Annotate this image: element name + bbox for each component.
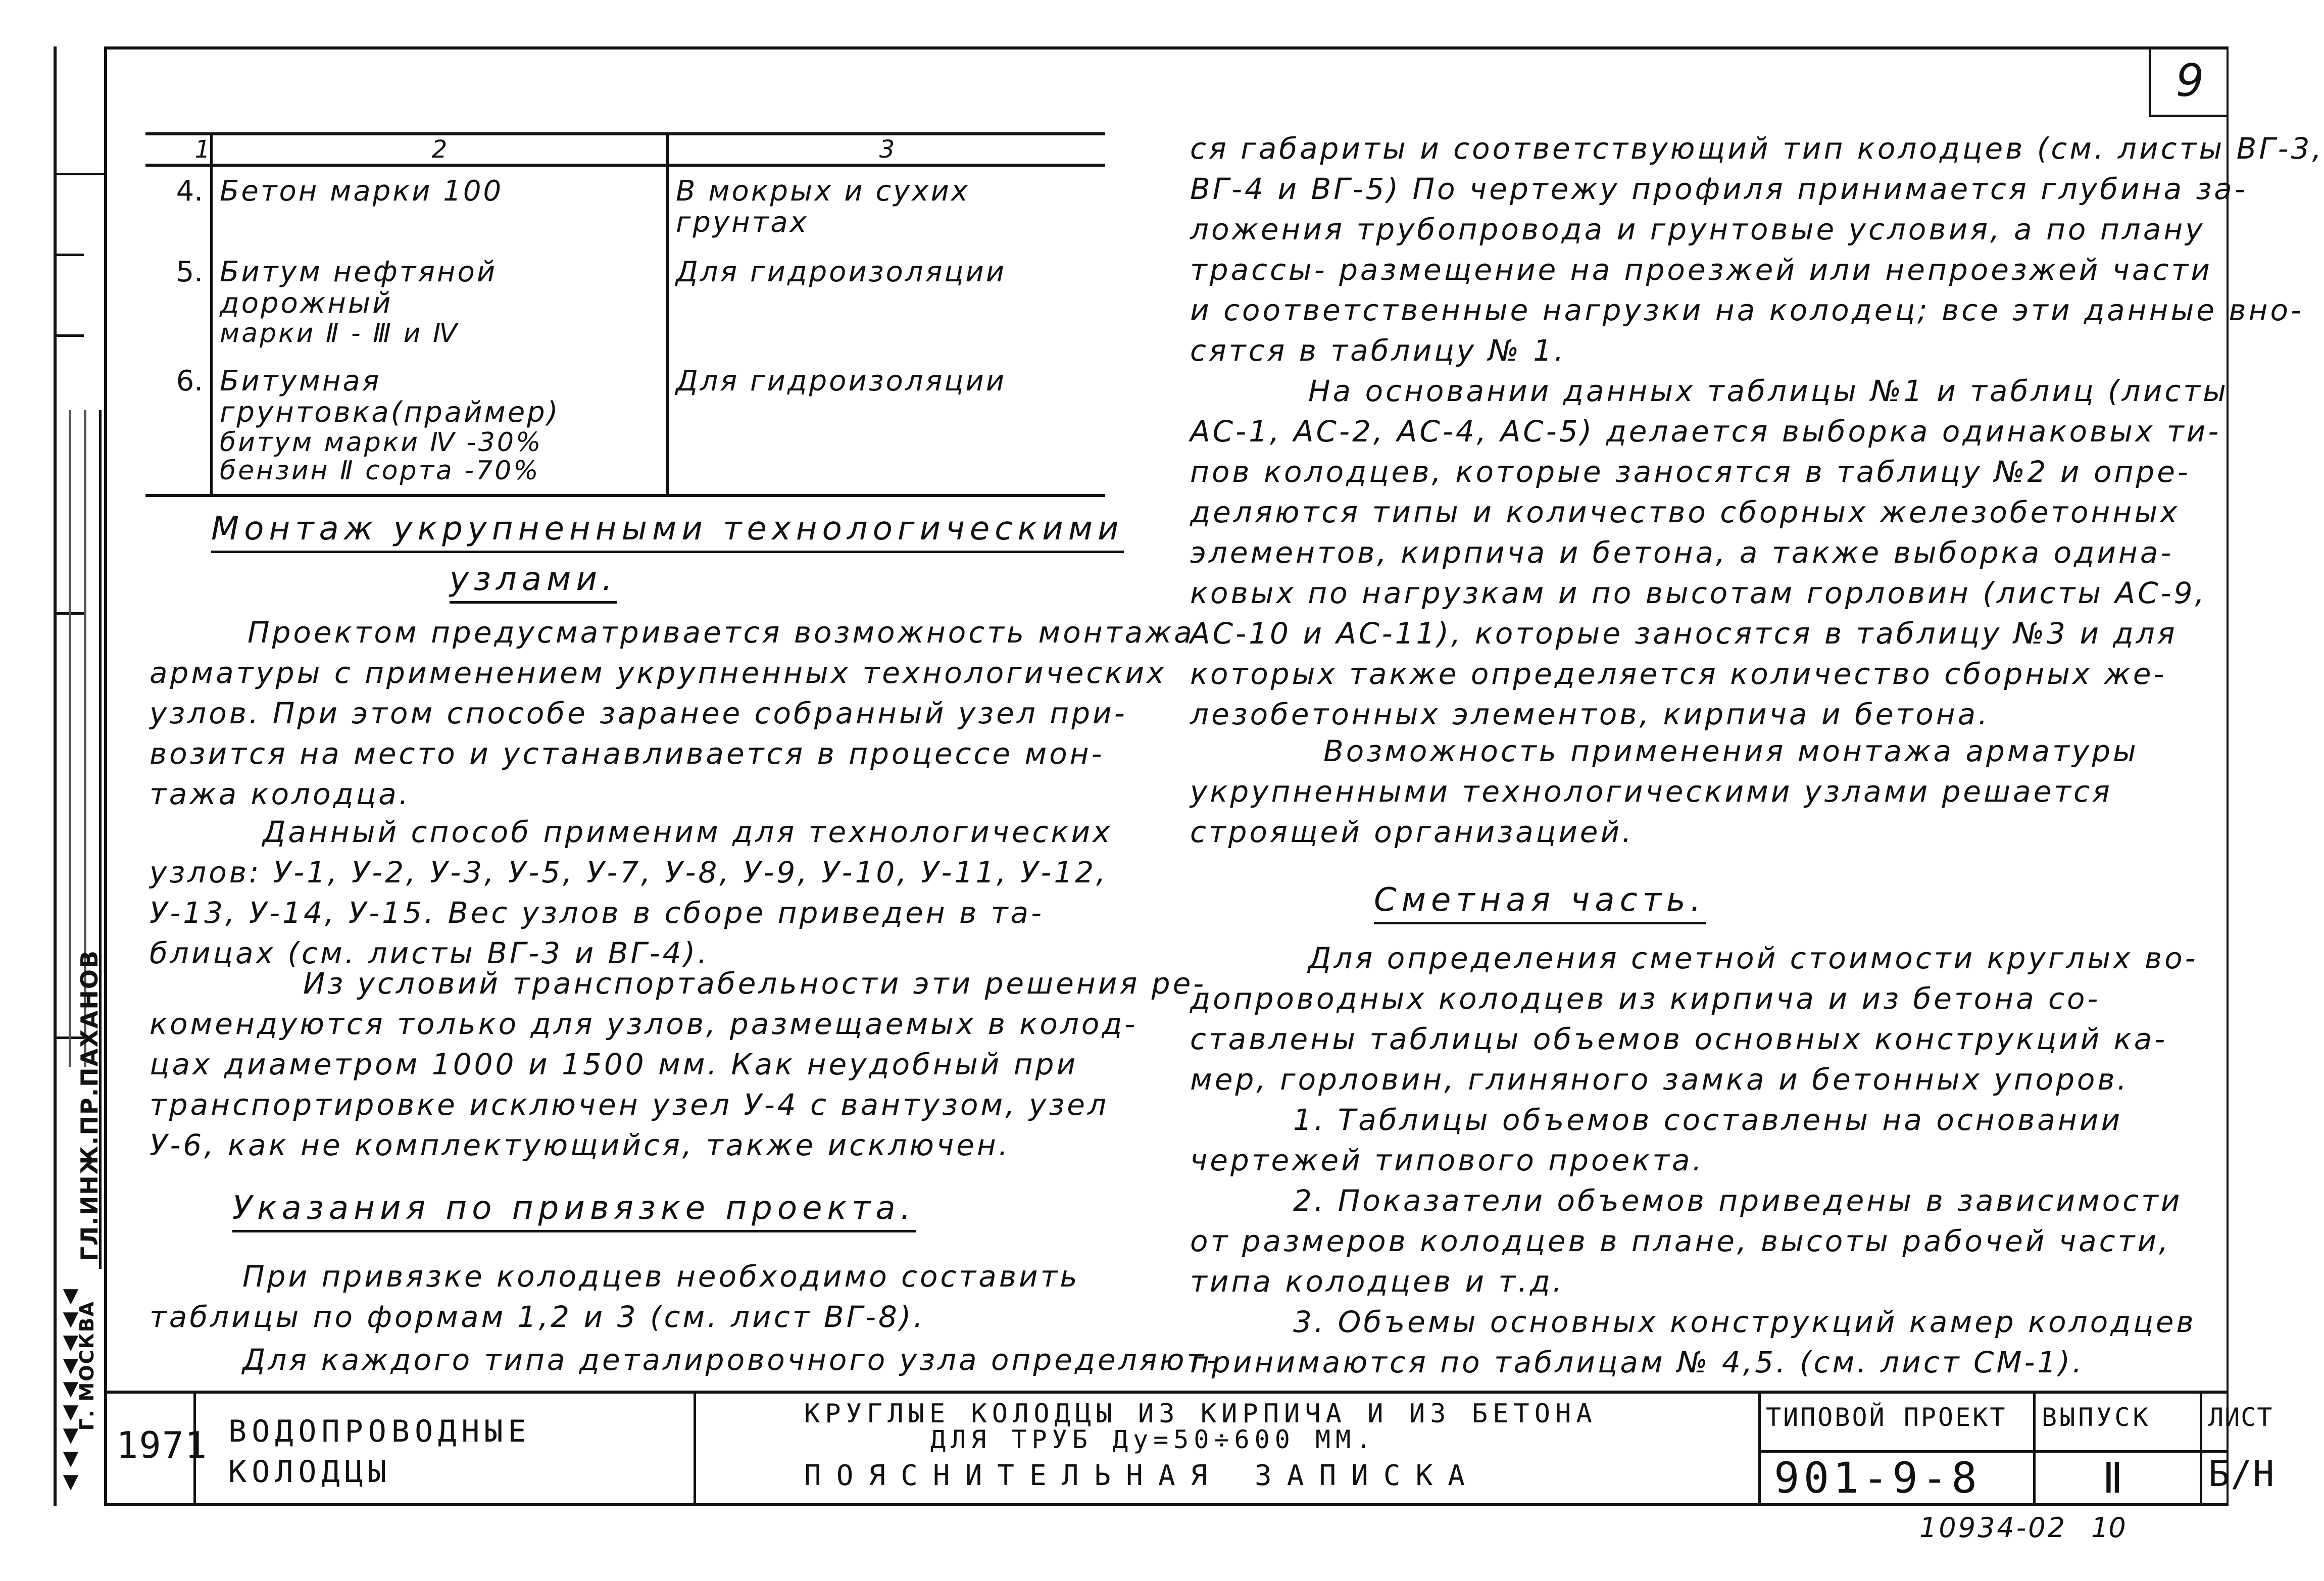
text-line: типа колодцев и т.д. — [1190, 1264, 1565, 1299]
tb-name-line1: ВОДОПРОВОДНЫЕ — [228, 1414, 531, 1449]
text-line: При привязке колодцев необходимо составить — [242, 1259, 1080, 1294]
text-line: допроводных колодцев из кирпича и из бетона со- — [1190, 981, 2101, 1016]
text-line: ковых по нагрузкам и по высотам горловин (листы АС-9, — [1190, 576, 2207, 610]
margin-tick — [54, 254, 84, 256]
text-line: узлов: У-1, У-2, У-3, У-5, У-7, У-8, У-9, У-10, У-11, У-12, — [150, 855, 1108, 890]
text-line: принимаются по таблицам № 4,5. (см. лист СМ-1). — [1190, 1345, 2085, 1379]
material-line: Бетон марки 100 — [220, 175, 504, 208]
text-line: Для каждого типа деталировочного узла определяют- — [242, 1343, 1220, 1377]
tb-label-separator — [1761, 1450, 2227, 1453]
tb-desc-line3: ПОЯСНИТЕЛЬНАЯ ЗАПИСКА — [804, 1459, 1480, 1492]
text-line: АС-1, АС-2, АС-4, АС-5) делается выборка одинаковых ти- — [1190, 414, 2221, 449]
text-line: Возможность применения монтажа арматуры — [1323, 734, 2139, 768]
text-line: и соответственные нагрузки на колодец; все эти данные вно- — [1190, 293, 2304, 327]
material-cell — [212, 165, 668, 248]
text-line: пов колодцев, которые заносятся в таблицу №2 и опре- — [1190, 455, 2191, 489]
text-line: элементов, кирпича и бетона, а также выборка одина- — [1190, 535, 2174, 570]
heading-binding: Указания по привязке проекта. — [232, 1190, 916, 1232]
text-line: тажа колодца. — [150, 777, 411, 811]
material-line: марки Ⅱ - Ⅲ и Ⅳ — [220, 318, 459, 349]
text-line: арматуры с применением укрупненных технологических — [150, 656, 1167, 690]
table-header-row — [145, 134, 1105, 165]
row-number: 6. — [145, 357, 212, 496]
tb-desc-line2: ДЛЯ ТРУБ Ду=50÷600 ММ. — [930, 1425, 1376, 1454]
margin-tick — [54, 173, 104, 175]
text-line: от размеров колодцев в плане, высоты рабочей части, — [1190, 1224, 2171, 1258]
margin-label-city: Г. МОСКВА — [76, 1301, 98, 1431]
text-line: ложения трубопровода и грунтовые условия, а по плану — [1190, 212, 2205, 246]
text-line: АС-10 и АС-11), которые заносятся в таблицу №3 и для — [1190, 616, 2178, 651]
usage-cell: В мокрых и сухих грунтах — [676, 175, 970, 239]
text-line: 1. Таблицы объемов составлены на основании — [1293, 1103, 2123, 1137]
tb-desc-line1: КРУГЛЫЕ КОЛОДЦЫ ИЗ КИРПИЧА И ИЗ БЕТОНА — [804, 1399, 1597, 1429]
text-line: Для определения сметной стоимости круглых во- — [1308, 941, 2198, 975]
materials-table — [145, 132, 1105, 497]
text-line: На основании данных таблицы №1 и таблиц (листы — [1308, 374, 2229, 408]
title-block — [107, 1391, 2276, 1503]
material-line: битум марки Ⅳ -30% — [220, 427, 543, 458]
text-line: сятся в таблицу № 1. — [1190, 333, 1566, 368]
text-line: ставлены таблицы объемов основных конструкций ка- — [1190, 1022, 2168, 1056]
page-number: 10 — [2091, 1512, 2126, 1544]
table-row — [145, 165, 1105, 248]
text-line: укрупненными технологическими узлами решается — [1190, 774, 2112, 809]
tb-project-value: 901-9-8 — [1774, 1453, 1982, 1503]
tb-issue-value: Ⅱ — [2102, 1453, 2128, 1503]
tb-sheet-label: ЛИСТ — [2208, 1403, 2273, 1432]
tb-year: 1971 — [116, 1424, 208, 1466]
row-number: 5. — [145, 248, 212, 357]
text-line: Из условий транспортабельности эти решения ре- — [303, 966, 1207, 1001]
text-line: Данный способ применим для технологических — [263, 815, 1113, 849]
text-line: чертежей типового проекта. — [1190, 1143, 1704, 1177]
text-line: возится на место и устанавливается в процессе мон- — [150, 736, 1105, 771]
tb-name-line2: КОЛОДЦЫ — [228, 1454, 391, 1490]
text-line: ВГ-4 и ВГ-5) По чертежу профиля принимается глубина за- — [1190, 172, 2248, 206]
tb-issue-label: ВЫПУСК — [2042, 1403, 2151, 1432]
text-line: деляются типы и количество сборных железобетонных — [1190, 495, 2180, 529]
tb-sheet-value: Б/Н — [2208, 1453, 2276, 1495]
text-line: комендуются только для узлов, размещаемых в колод- — [150, 1007, 1138, 1041]
margin-border-line — [54, 46, 57, 1506]
text-line: мер, горловин, глиняного замка и бетонных упоров. — [1190, 1062, 2130, 1097]
material-line: бензин Ⅱ сорта -70% — [220, 456, 540, 486]
margin-tick — [54, 334, 84, 337]
table-header-cell: 2 — [212, 134, 668, 165]
material-cell — [212, 248, 668, 357]
text-line: 2. Показатели объемов приведены в зависимости — [1293, 1183, 2183, 1218]
text-line: строящей организацией. — [1190, 815, 1634, 849]
text-line: цах диаметром 1000 и 1500 мм. Как неудобный при — [150, 1047, 1078, 1081]
usage-cell: Для гидроизоляции — [676, 256, 1007, 288]
text-line: Проектом предусматривается возможность монтажа — [248, 615, 1195, 650]
heading-montage: Монтаж укрупненными технологическими — [211, 510, 1124, 553]
margin-label-engineer: ГЛ.ИНЖ.ПР.ПАХАНОВ — [76, 950, 103, 1262]
usage-cell: Для гидроизоляции — [668, 357, 1106, 496]
text-line: лезобетонных элементов, кирпича и бетона. — [1190, 697, 1990, 731]
material-cell — [212, 357, 668, 496]
text-line: У-13, У-14, У-15. Вес узлов в сборе приведен в та- — [150, 896, 1044, 930]
text-line: узлов. При этом способе заранее собранный узел при- — [150, 696, 1127, 730]
margin-arrow-marks: ▼▼▼▼▼▼▼▼▼ — [59, 1284, 82, 1493]
heading-montage-cont: узлами. — [450, 561, 617, 604]
text-line: 3. Объемы основных конструкций камер колодцев — [1293, 1305, 2196, 1339]
text-line: транспортировке исключен узел У-4 с вантузом, узел — [150, 1088, 1109, 1122]
table-row — [145, 357, 1105, 496]
row-number: 4. — [145, 165, 212, 248]
text-line: У-6, как не комплектующийся, также исключен. — [150, 1128, 1011, 1162]
text-line: ся габариты и соответствующий тип колодцев (см. листы ВГ-3, — [1190, 131, 2324, 166]
table-header-cell: 1 — [145, 134, 212, 165]
left-margin-strip — [54, 46, 104, 1506]
tb-project-label: ТИПОВОЙ ПРОЕКТ — [1766, 1403, 2007, 1432]
sheet-number: 9 — [2149, 46, 2229, 117]
heading-estimate: Сметная часть. — [1374, 881, 1706, 924]
text-line: блицах (см. листы ВГ-3 и ВГ-4). — [150, 936, 710, 970]
document-code: 10934-02 — [1919, 1512, 2067, 1544]
material-line: Битумная грунтовка(праймер) — [220, 365, 560, 429]
table-row — [145, 248, 1105, 357]
text-line: которых также определяется количество сборных же- — [1190, 657, 2167, 691]
table-header-cell: 3 — [668, 134, 1106, 165]
material-line: Битум нефтяной дорожный — [220, 256, 498, 320]
text-line: трассы- размещение на проезжей или непроезжей части — [1190, 253, 2212, 287]
margin-hatch — [69, 410, 71, 1067]
text-line: таблицы по формам 1,2 и 3 (см. лист ВГ-8). — [150, 1300, 925, 1334]
